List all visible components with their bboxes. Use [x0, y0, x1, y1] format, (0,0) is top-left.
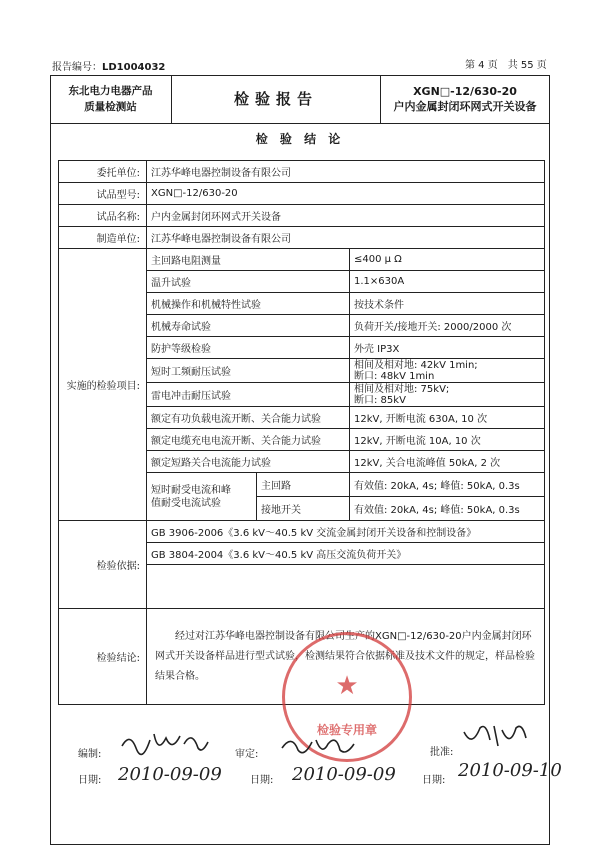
test-result-line1: 相间及相对地: 75kV; [354, 383, 450, 395]
test-item: 机械寿命试验 [147, 315, 350, 337]
approve-date-label: 日期: [422, 775, 446, 786]
test-result: ≤400 μ Ω [350, 249, 545, 271]
product-heading [380, 75, 550, 123]
review-date: 2010-09-09 [292, 764, 396, 785]
conclusion-text: 经过对江苏华峰电器控制设备有限公司生产的XGN□-12/630-20户内金属封闭环网式开关设备样品进行型式试验，检测结果符合依据标准及技术文件的规定，样品检验结果合格。 [147, 609, 545, 705]
info-row [59, 183, 545, 205]
withstand-sub: 接地开关 [257, 497, 350, 521]
test-result: 12kV, 关合电流峰值 50kA, 2 次 [350, 451, 545, 473]
withstand-item-line2: 值耐受电流试验 [151, 497, 221, 509]
info-row [59, 205, 545, 227]
reviewer-signature [278, 730, 358, 760]
compile-date-label: 日期: [78, 775, 102, 786]
review-date-label: 日期: [250, 775, 274, 786]
info-value: 江苏华峰电器控制设备有限公司 [147, 227, 545, 249]
withstand-result: 有效值: 20kA, 4s; 峰值: 50kA, 0.3s [350, 497, 545, 521]
conclusion-label: 检验结论: [59, 609, 147, 705]
basis-row [59, 521, 545, 543]
info-value: 户内金属封闭环网式开关设备 [147, 205, 545, 227]
test-item: 额定电缆充电电流开断、关合能力试验 [147, 429, 350, 451]
info-label: 试品名称: [59, 205, 147, 227]
test-result-line2: 断口: 48kV 1min [354, 370, 435, 382]
conclusion-table [58, 160, 545, 705]
test-result-line2: 断口: 85kV [354, 394, 406, 406]
review-label: 审定: [235, 749, 259, 760]
withstand-sub: 主回路 [257, 473, 350, 497]
section-title: 检 验 结 论 [255, 132, 345, 146]
test-item: 防护等级检验 [147, 337, 350, 359]
report-title: 检验报告 [172, 75, 381, 123]
approver-signature [460, 718, 530, 752]
info-row [59, 161, 545, 183]
product-model: XGN□-12/630-20 [413, 85, 517, 98]
test-item: 机械操作和机械特性试验 [147, 293, 350, 315]
info-value: 江苏华峰电器控制设备有限公司 [147, 161, 545, 183]
basis-item: GB 3906-2006《3.6 kV～40.5 kV 交流金属封闭开关设备和控制设备》 [147, 521, 545, 543]
info-label: 试品型号: [59, 183, 147, 205]
basis-label: 检验依据: [59, 521, 147, 609]
test-item: 雷电冲击耐压试验 [147, 383, 350, 407]
test-item: 短时工频耐压试验 [147, 359, 350, 383]
test-result: 按技术条件 [350, 293, 545, 315]
info-label: 制造单位: [59, 227, 147, 249]
compiler-signature [118, 726, 210, 760]
report-number [52, 58, 165, 73]
basis-blank [147, 565, 545, 609]
compile-label: 编制: [78, 749, 102, 760]
test-result [350, 383, 545, 407]
approve-label: 批准: [430, 747, 454, 758]
test-item: 温升试验 [147, 271, 350, 293]
test-result: 外壳 IP3X [350, 337, 545, 359]
org-name-line1: 东北电力电器产品 [68, 85, 153, 97]
test-result: 12kV, 开断电流 10A, 10 次 [350, 429, 545, 451]
test-result: 1.1×630A [350, 271, 545, 293]
test-item: 主回路电阻测量 [147, 249, 350, 271]
test-result: 12kV, 开断电流 630A, 10 次 [350, 407, 545, 429]
product-name: 户内金属封闭环网式开关设备 [393, 100, 537, 113]
withstand-item [147, 473, 257, 521]
stamp-text: 检验专用章 [316, 723, 377, 737]
tests-label: 实施的检验项目: [59, 249, 147, 521]
info-value: XGN□-12/630-20 [147, 183, 545, 205]
withstand-result: 有效值: 20kA, 4s; 峰值: 50kA, 0.3s [350, 473, 545, 497]
org-name-line2: 质量检测站 [84, 101, 137, 113]
star-icon: ★ [335, 671, 359, 701]
title-block [50, 75, 550, 124]
info-row [59, 227, 545, 249]
withstand-item-line1: 短时耐受电流和峰 [151, 484, 231, 496]
info-label: 委托单位: [59, 161, 147, 183]
org-name [50, 75, 172, 123]
compile-date: 2010-09-09 [118, 764, 222, 785]
report-number-value: LD1004032 [102, 62, 166, 73]
test-result [350, 359, 545, 383]
approve-date: 2010-09-10 [458, 760, 562, 781]
basis-item: GB 3804-2004《3.6 kV～40.5 kV 高压交流负荷开关》 [147, 543, 545, 565]
report-number-label: 报告编号： [52, 62, 102, 73]
test-result: 负荷开关/接地开关: 2000/2000 次 [350, 315, 545, 337]
test-result-line1: 相间及相对地: 42kV 1min; [354, 359, 478, 371]
test-row [59, 249, 545, 271]
page-info: 第 4 页 共 55 页 [465, 60, 547, 71]
test-item: 额定短路关合电流能力试验 [147, 451, 350, 473]
test-item: 额定有功负载电流开断、关合能力试验 [147, 407, 350, 429]
